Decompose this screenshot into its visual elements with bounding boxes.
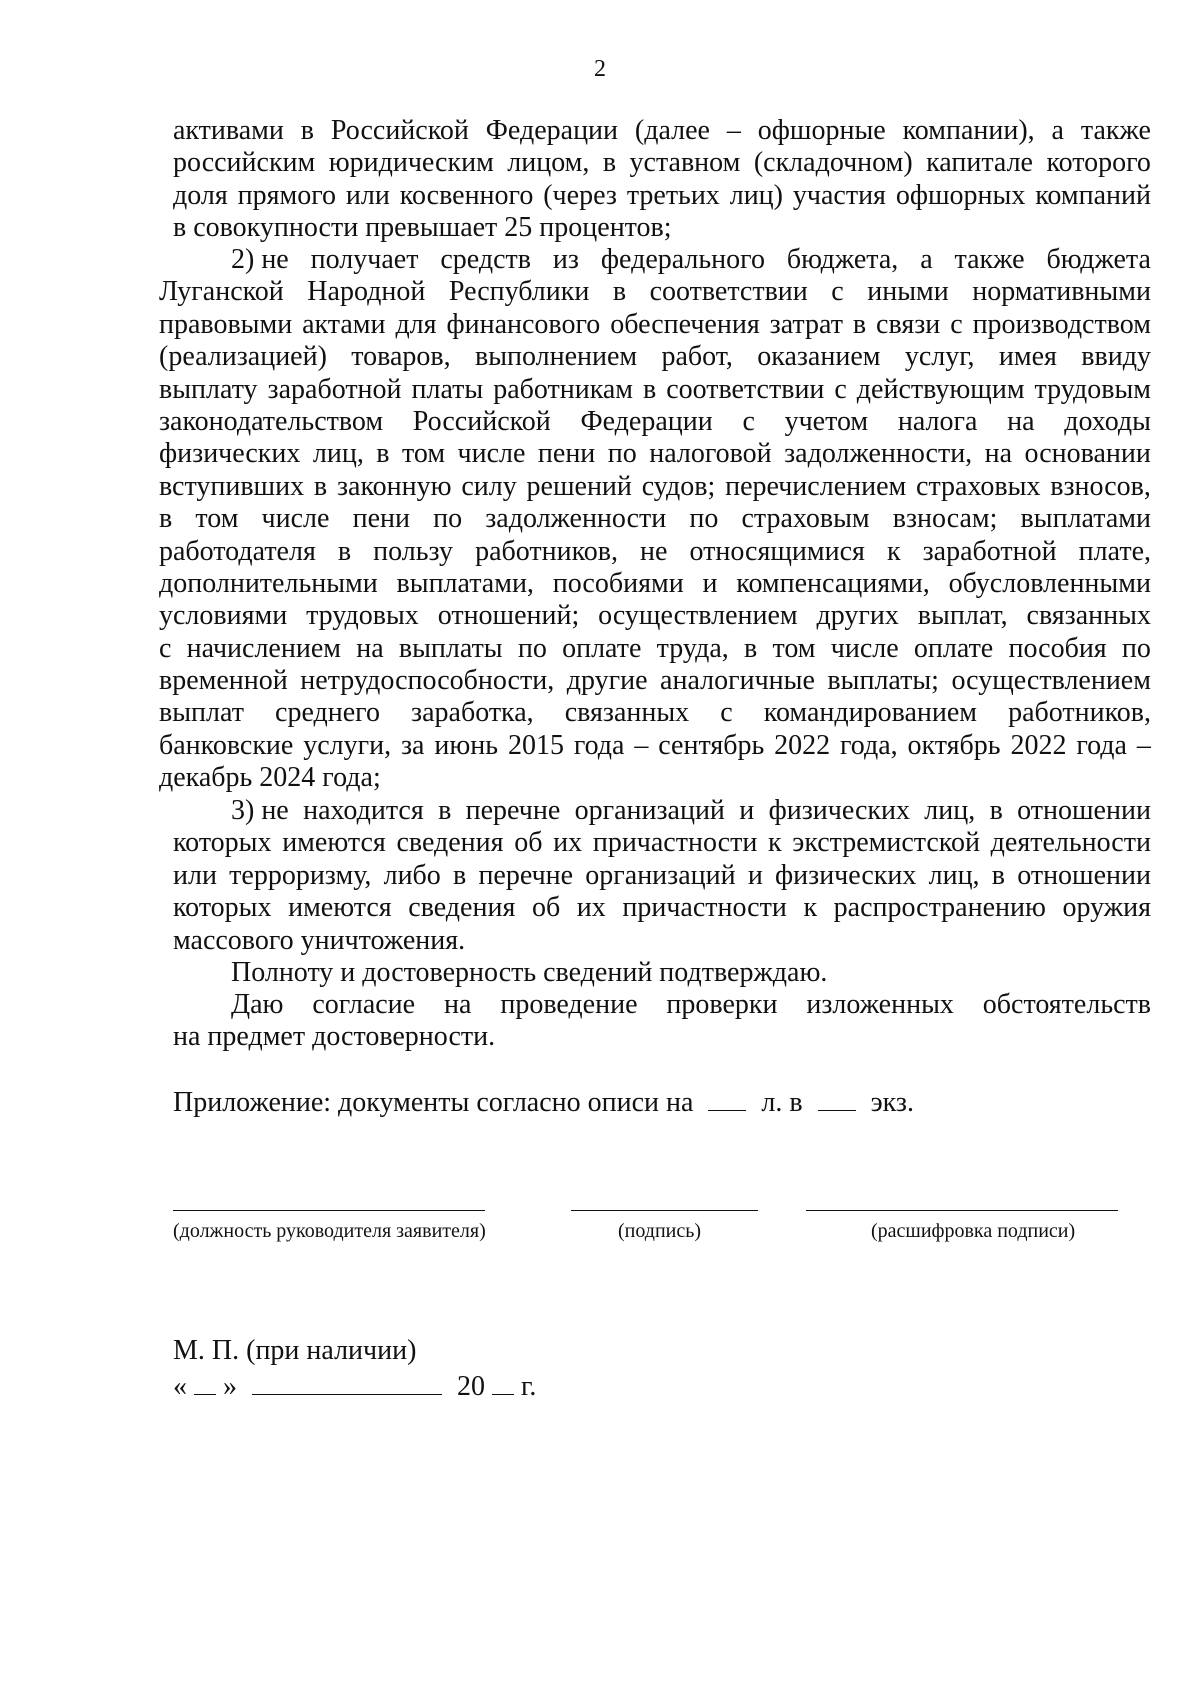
text-line: [159, 568, 1151, 600]
text-word: перечислением: [725, 470, 907, 502]
text-line: [159, 697, 1151, 729]
text-word: причастности: [622, 892, 787, 924]
text-word: активами: [173, 115, 284, 146]
text-word: (далее: [634, 115, 710, 146]
date-close-quote: »: [223, 1371, 237, 1402]
text-word: работников,: [1008, 697, 1151, 729]
text-word: сведения: [408, 892, 516, 924]
text-word: ввиду: [1081, 341, 1151, 373]
text-word: том: [402, 438, 446, 470]
text-word: задолженности,: [784, 438, 973, 470]
text-word: заработной: [922, 535, 1057, 567]
text-word: командированием: [763, 697, 977, 729]
text-line: [173, 115, 1151, 147]
text-word: временной: [159, 665, 288, 697]
text-word: другие: [566, 665, 648, 697]
text-word: октябрь: [907, 729, 1001, 761]
text-word: либо: [383, 859, 441, 891]
text-word: по: [1121, 632, 1151, 664]
text-word: Луганской: [159, 276, 284, 308]
text-word: числе: [457, 438, 526, 470]
text-word: их: [553, 827, 583, 859]
text-word: взносам;: [892, 503, 998, 535]
text-word: в: [852, 308, 867, 340]
text-word: бюджета: [1046, 244, 1151, 275]
text-word: –: [634, 729, 649, 761]
text-word: платы: [411, 373, 484, 405]
text-word: банковские: [159, 729, 294, 761]
text-word: отношений;: [437, 600, 580, 632]
signature-line[interactable]: [571, 1210, 758, 1211]
text-word: выплатами: [1020, 503, 1151, 535]
text-word: и: [739, 795, 755, 826]
text-word: по: [433, 503, 463, 535]
text-word: с: [159, 632, 172, 664]
text-word: числе: [261, 503, 330, 535]
text-word: с: [742, 405, 755, 437]
text-word: на: [1007, 405, 1035, 437]
text-word: для: [395, 308, 437, 340]
text-word: сентябрь: [658, 729, 765, 761]
text-word: с: [720, 697, 733, 729]
appendix-prefix: Приложение: документы согласно описи на: [173, 1087, 694, 1118]
text-word: имея: [998, 341, 1057, 373]
text-line: [173, 989, 1151, 1021]
text-word: обеспечения: [610, 308, 760, 340]
text-word: в: [337, 535, 352, 567]
text-word: их: [576, 892, 606, 924]
text-word: в: [313, 470, 328, 502]
text-line: [173, 795, 1151, 827]
text-line: массового уничтожения.: [173, 924, 466, 956]
text-word: вступивших: [159, 470, 305, 502]
text-word: а: [1051, 115, 1064, 146]
text-line: [173, 860, 1151, 892]
text-word: косвенного: [399, 179, 534, 211]
text-line: на предмет достоверности.: [173, 1021, 496, 1053]
text-word: организаций: [574, 795, 725, 826]
text-word: оказанием: [757, 341, 881, 373]
text-word: законную: [336, 470, 452, 502]
text-line: [173, 892, 1151, 924]
text-word: причастности: [592, 827, 758, 859]
text-word: которых: [173, 892, 272, 924]
text-word: лиц): [729, 179, 783, 211]
text-line: в совокупности превышает 25 процентов;: [173, 212, 672, 244]
text-word: июнь: [434, 729, 499, 761]
text-word: 2015: [507, 729, 564, 761]
text-word: в: [159, 503, 173, 535]
text-word: налога: [897, 405, 978, 437]
text-word: труда,: [656, 632, 729, 664]
text-word: Республики: [448, 276, 590, 308]
text-word: находится: [303, 795, 424, 826]
text-word: и: [747, 859, 763, 891]
text-word: лицом,: [507, 147, 590, 179]
text-word: работ,: [661, 341, 733, 373]
text-word: основании: [1024, 438, 1151, 470]
text-word: в: [453, 859, 467, 891]
text-word: работникам: [493, 373, 634, 405]
paragraph-consent: [173, 989, 1151, 1054]
text-word: компенсациями,: [736, 567, 930, 599]
text-word: отношении: [1017, 859, 1151, 891]
text-word: которых: [173, 827, 272, 859]
text-word: проведение: [500, 989, 638, 1020]
text-line: [159, 341, 1151, 373]
text-word: осуществлением: [951, 665, 1151, 697]
text-word: в: [612, 276, 627, 308]
text-line: [159, 406, 1151, 438]
text-word: оружия: [1062, 892, 1151, 924]
day-blank[interactable]: [194, 1370, 216, 1395]
text-word: или: [345, 179, 390, 211]
signature-decoding-label: (расшифровка подписи): [871, 1220, 1076, 1242]
text-word: по: [517, 632, 547, 664]
text-word: с: [950, 308, 963, 340]
text-word: компаний: [1035, 179, 1151, 211]
text-word: физических: [159, 438, 301, 470]
text-word: выплатами,: [396, 567, 534, 599]
text-word: финансового: [446, 308, 601, 340]
text-word: а: [920, 244, 933, 275]
text-word: том: [772, 632, 816, 664]
position-line[interactable]: [173, 1210, 485, 1211]
text-word: пособия: [1008, 632, 1107, 664]
text-line: [159, 438, 1151, 470]
text-word: уставном: [629, 147, 741, 179]
text-word: нормативными: [972, 276, 1151, 308]
text-word: в: [438, 795, 452, 826]
text-word: актами: [302, 308, 386, 340]
text-word: в: [643, 373, 657, 405]
text-word: лиц,: [928, 859, 980, 891]
text-line: [159, 374, 1151, 406]
text-word: которого: [1046, 147, 1151, 179]
signature-decoding-line[interactable]: [806, 1210, 1118, 1211]
text-word: 2) не: [231, 244, 289, 275]
text-word: на: [984, 438, 1013, 470]
text-word: заработной: [267, 373, 402, 405]
text-line: [159, 600, 1151, 632]
text-word: действующим: [856, 373, 1025, 405]
text-word: соответствии: [649, 276, 808, 308]
text-word: в: [989, 795, 1003, 826]
text-word: лиц,: [924, 795, 976, 826]
paragraph-budget-funds: [159, 244, 1151, 795]
text-word: за: [401, 729, 425, 761]
position-label: (должность руководителя заявителя): [173, 1220, 486, 1242]
text-word: имеются: [282, 827, 386, 859]
text-word: капитале: [926, 147, 1033, 179]
text-word: участия: [792, 179, 886, 211]
text-word: учетом: [784, 405, 869, 437]
text-word: задолженности: [485, 503, 667, 535]
text-line: [159, 276, 1151, 308]
text-word: года: [573, 729, 625, 761]
text-word: среднего: [275, 697, 380, 729]
text-word: организаций: [585, 859, 736, 891]
year-prefix: 20: [457, 1371, 485, 1402]
text-word: средств: [440, 244, 531, 275]
text-word: изложенных: [806, 989, 954, 1020]
paragraph-confirmation: [173, 957, 1151, 989]
text-word: обстоятельств: [982, 989, 1151, 1020]
text-word: по: [689, 503, 719, 535]
text-word: из: [552, 244, 579, 275]
text-word: отношении: [1017, 795, 1151, 826]
year-suffix: г.: [521, 1371, 537, 1402]
text-word: проверки: [666, 989, 778, 1020]
text-word: выполнением: [474, 341, 638, 373]
text-word: связанных: [1026, 600, 1151, 632]
text-word: работников,: [475, 535, 618, 567]
text-word: Даю: [231, 989, 284, 1020]
text-word: перечне: [465, 795, 561, 826]
date-open-quote: «: [173, 1371, 187, 1402]
text-word: в: [300, 115, 314, 146]
text-word: также: [1080, 115, 1151, 146]
text-word: с: [834, 373, 847, 405]
text-word: выплаты;: [827, 665, 939, 697]
text-word: соответствии: [666, 373, 825, 405]
text-word: 2022: [1010, 729, 1067, 761]
text-word: числе: [830, 632, 899, 664]
appendix-suffix: экз.: [870, 1087, 914, 1118]
text-word: услуги,: [303, 729, 392, 761]
text-word: доходы: [1064, 405, 1151, 437]
paragraph-extremism-list: [173, 795, 1151, 957]
text-word: решений: [526, 470, 632, 502]
text-word: Российской: [412, 405, 551, 437]
text-word: об: [531, 892, 561, 924]
text-word: выплат: [159, 697, 244, 729]
text-word: распространению: [833, 892, 1046, 924]
text-word: в: [602, 147, 617, 179]
text-word: физических: [775, 859, 917, 891]
text-word: к: [886, 535, 901, 567]
text-word: в: [744, 632, 758, 664]
text-word: терроризму,: [229, 859, 372, 891]
text-word: налоговой: [649, 438, 772, 470]
text-word: или: [173, 859, 217, 891]
text-word: Федерации: [580, 405, 713, 437]
text-line: [173, 180, 1151, 212]
text-word: трудовых: [306, 600, 419, 632]
text-word: иными: [867, 276, 949, 308]
text-word: офшорные: [757, 115, 886, 146]
text-word: по: [607, 438, 637, 470]
text-word: страховым: [741, 503, 870, 535]
text-word: в: [376, 438, 390, 470]
text-word: экстремистской: [792, 827, 980, 859]
text-word: выплату: [159, 373, 258, 405]
text-word: оплате: [562, 632, 642, 664]
text-word: пени: [537, 438, 596, 470]
text-word: к: [768, 827, 782, 859]
text-word: затрат: [769, 308, 843, 340]
text-word: судов;: [641, 470, 716, 502]
text-word: и: [702, 567, 718, 599]
text-word: –: [1136, 729, 1151, 761]
text-word: доля: [173, 179, 228, 211]
text-word: товаров,: [351, 341, 451, 373]
text-word: перечне: [478, 859, 574, 891]
text-word: осуществлением: [598, 600, 798, 632]
confirmation-text: Полноту и достоверность сведений подтверждаю.: [231, 957, 828, 988]
text-word: работодателя: [159, 535, 316, 567]
text-line: [159, 730, 1151, 762]
text-word: услуг,: [904, 341, 975, 373]
text-line: [159, 244, 1151, 276]
text-word: бюджета,: [786, 244, 899, 275]
year-blank[interactable]: [492, 1370, 514, 1395]
text-word: условиями: [159, 600, 288, 632]
text-word: плате,: [1078, 535, 1151, 567]
text-word: года: [1076, 729, 1127, 761]
text-word: Федерации: [485, 115, 619, 146]
text-word: российским: [173, 147, 316, 179]
text-word: связи: [876, 308, 941, 340]
appendix-middle: л. в: [761, 1087, 803, 1118]
text-word: деятельности: [990, 827, 1151, 859]
text-word: согласие: [312, 989, 416, 1020]
text-word: оплате: [913, 632, 994, 664]
text-word: юридическим: [328, 147, 494, 179]
text-word: получает: [310, 244, 419, 275]
text-word: пользу: [373, 535, 454, 567]
paragraph-offshore-companies: [173, 115, 1151, 245]
text-word: третьих: [626, 179, 720, 211]
text-word: компании),: [902, 115, 1035, 146]
text-word: офшорных: [895, 179, 1026, 211]
page-number: 2: [594, 56, 606, 82]
text-word: (реализацией): [159, 341, 327, 373]
text-word: Российской: [330, 115, 469, 146]
text-word: также: [954, 244, 1025, 275]
date-field: [173, 1370, 873, 1403]
stamp-place-label: М. П. (при наличии): [173, 1335, 417, 1366]
text-word: 3) не: [231, 795, 289, 826]
signature-label: (подпись): [618, 1220, 702, 1242]
text-word: пособиями: [552, 567, 684, 599]
text-word: лиц,: [312, 438, 364, 470]
text-word: правовыми: [159, 308, 293, 340]
text-word: сведения: [396, 827, 504, 859]
text-word: с: [831, 276, 844, 308]
text-word: дополнительными: [159, 567, 378, 599]
text-line: [159, 536, 1151, 568]
text-word: прямого: [237, 179, 337, 211]
text-word: (складочном): [753, 147, 913, 179]
copies-count-blank[interactable]: [818, 1086, 856, 1111]
text-line: [159, 309, 1151, 341]
text-word: на: [444, 989, 472, 1020]
text-line: [159, 503, 1151, 535]
sheets-count-blank[interactable]: [708, 1086, 746, 1111]
text-word: на: [356, 632, 384, 664]
text-line: [173, 147, 1151, 179]
text-word: Народной: [307, 276, 426, 308]
text-word: нетрудоспособности,: [300, 665, 555, 697]
text-word: к: [803, 892, 818, 924]
text-word: 2022: [774, 729, 831, 761]
text-word: пени: [352, 503, 410, 535]
text-line: [159, 471, 1151, 503]
text-word: об: [514, 827, 543, 859]
text-word: (через: [543, 179, 617, 211]
text-word: заработка,: [411, 697, 534, 729]
appendix-line: [173, 1086, 1073, 1119]
text-word: федерального: [600, 244, 765, 275]
text-line: [173, 827, 1151, 859]
text-line: [159, 633, 1151, 665]
text-word: законодательством: [159, 405, 384, 437]
text-word: трудовым: [1034, 373, 1151, 405]
text-word: выплат,: [917, 600, 1008, 632]
text-word: –: [726, 115, 741, 146]
text-word: других: [816, 600, 899, 632]
text-word: года,: [840, 729, 898, 761]
text-word: в: [991, 859, 1005, 891]
text-word: физических: [768, 795, 910, 826]
text-word: силу: [461, 470, 517, 502]
text-word: аналогичные: [660, 665, 815, 697]
text-word: связанных: [564, 697, 690, 729]
text-word: имеются: [288, 892, 392, 924]
text-word: производством: [972, 308, 1151, 340]
text-line: декабрь 2024 года;: [159, 762, 381, 794]
text-word: относящимися: [689, 535, 865, 567]
text-word: обусловленными: [948, 567, 1151, 599]
text-line: [159, 665, 1151, 697]
text-word: том: [195, 503, 239, 535]
text-word: взносов,: [1050, 470, 1151, 502]
text-word: не: [640, 535, 668, 567]
text-word: страховых: [916, 470, 1041, 502]
month-blank[interactable]: [252, 1370, 442, 1395]
text-word: начислением: [186, 632, 341, 664]
text-word: выплаты: [398, 632, 503, 664]
